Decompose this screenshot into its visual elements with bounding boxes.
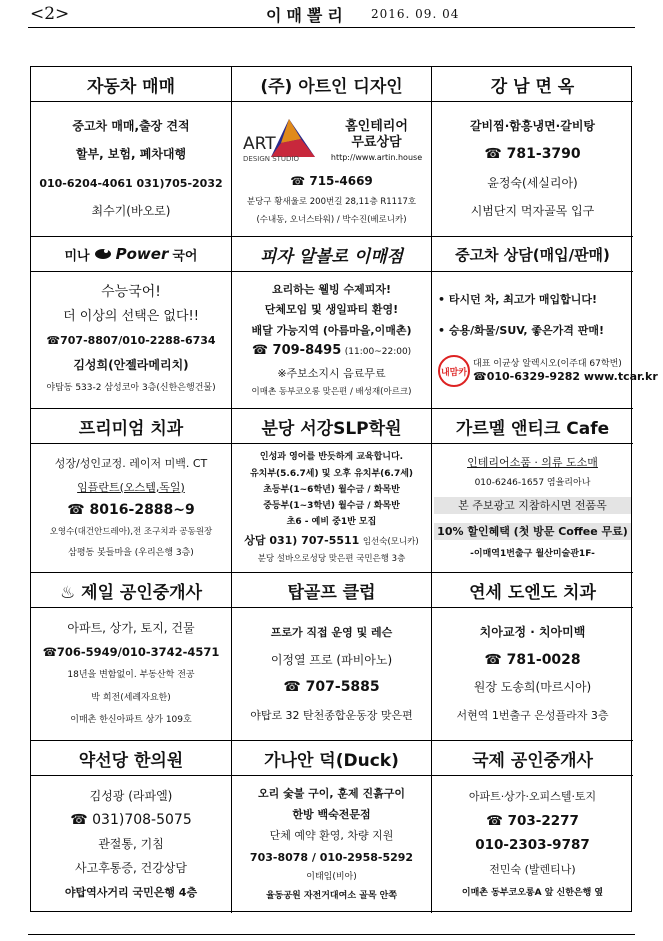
ad-line: 무료상담 [351,134,402,150]
ad-contact: 전민숙 (발렌티나) [489,863,576,877]
ad-title: 탑골프 클럽 [232,573,431,608]
ad-note: ※주보소지시 음료무료 [277,366,386,380]
ad-contact: 이정열 프로 (파비아노) [270,652,393,667]
ad-title: 자동차 매매 [31,67,231,102]
ad-contact: 임선숙(모니카) [362,536,419,547]
ad-title: 중고차 상담(매입/판매) [432,237,633,272]
ad-line: • 승용/화물/SUV, 좋은가격 판매! [438,324,604,337]
ad-line: 유치부(5.6.7세) 및 오후 유치부(6.7세) [249,468,414,479]
ad-contact: 김성희(안젤라메리치) [73,357,189,372]
ad-title: 강 남 면 옥 [432,67,633,102]
ad-phone: ☎707-8807/010-2288-6734 [46,334,216,348]
ad-address: 분당 설바으로성당 맞은편 국민은행 3층 [257,553,406,564]
ad-phone: 010-2303-9787 [475,836,590,853]
website-link[interactable]: http://www.artin.house [330,152,423,162]
ad-pizza-albolo [232,237,432,409]
ad-title: 피자 알볼로 이매점 [232,237,431,272]
ad-address: -이매역1번출구 월산미술관1F- [470,549,595,560]
ad-phone: 010-6246-1657 염율리아나 [474,477,591,488]
ad-gangnam-myeonok [432,67,633,237]
ad-mina-power-korean [31,237,232,409]
ad-line: 아파트·상가·오피스텔·토지 [468,790,597,804]
ad-used-car [432,237,658,409]
logo-sub: DESIGN STUDIO [242,155,299,164]
ad-seogang-slp [232,409,432,573]
ad-line: 임플란트(오스템,독일) [77,480,185,494]
ad-title: 국제 공인중개사 [432,741,633,776]
ad-phone: ☎ 709-8495 [251,343,342,359]
ad-contact: 대표 이균상 알렉시오(이주대 67학번) [473,359,622,369]
ad-line: 사고후통증, 건강상담 [75,861,187,875]
page-number: <2> [30,4,70,24]
title-prefix: 미나 [64,248,90,264]
ad-address: 야탑로 32 탄천종합운동장 맞은편 [250,709,413,723]
ad-line: 18년을 변함없이. 부동산학 전공 [67,670,195,681]
ad-phone: ☎706-5949/010-3742-4571 [42,645,220,660]
ad-line: 수능국어! [101,284,161,301]
ad-line: 아파트, 상가, 토지, 건물 [67,621,195,636]
ad-promo: 10% 할인혜택 (첫 방문 Coffee 무료) [434,523,631,540]
ad-contact: (수내동, 오너스타워) / 박수진(베로니카) [256,214,407,225]
title-power: Power [115,245,169,263]
logo-text: ART [242,134,276,155]
ad-line: 단체 예약 환영, 차량 지원 [269,829,394,843]
naemamcar-logo: 내맘카 [438,355,470,387]
ad-contact: 이태임(비아) [306,871,357,882]
bulletin-date: 2016. 09. 04 [371,7,460,21]
ad-phone: 상담 031) 707-5511 [244,533,360,547]
ad-title: ♨ 제일 공인중개사 [31,573,231,608]
ad-line: 치아교정 · 치아미백 [479,624,586,639]
ad-line: 한방 백숙전문점 [292,808,371,822]
ad-contact: 윤정숙(세실리아) [487,175,578,190]
ad-line: 성장/성인교정. 레이저 미백. CT [54,457,208,471]
ad-contact: 김성광 (라파엘) [89,789,173,803]
ad-car-sales [31,67,232,237]
ad-phone: ☎ 707-5885 [283,679,380,696]
ad-phone: 703-8078 / 010-2958-5292 [249,850,414,864]
ad-title: 약선당 한의원 [31,741,231,776]
ad-promo: 본 주보광고 지참하시면 전품목 [434,497,631,514]
ad-line: 중고차 매매,출장 견적 [72,119,190,134]
ad-line: 할부, 보험, 폐차대행 [75,147,187,162]
ad-line: 더 이상의 선택은 없다!! [63,309,199,325]
ad-title: 프리미엄 치과 [31,409,231,444]
ad-top-golf [232,573,432,741]
header-rule [28,27,635,28]
ad-phone: ☎010-6329-9282 www.tcar.kr [473,370,658,383]
ad-line: 홈인테리어 [345,118,408,134]
ad-line: 배달 가능지역 (아름마을,이매촌) [251,323,412,337]
ad-grid [30,66,658,912]
ad-title: 가르멜 앤티크 Cafe [432,409,633,444]
ad-line: 관절통, 기침 [98,837,164,851]
ad-jeil-realty [31,573,232,741]
ad-hours: (11:00~22:00) [344,347,412,358]
ad-address: 이매촌 동부코오롱A 앞 신한은행 옆 [461,887,604,898]
ad-line: 인테리어소품 · 의류 도소매 [467,455,598,469]
ad-phone: ☎ 715-4669 [290,174,373,189]
ad-address: 야탑동 533-2 삼성코아 3층(신한은행건물) [46,382,216,393]
ad-line: 단체모임 및 생일파티 환영! [264,303,399,317]
ad-yonsei-dental [432,573,633,741]
ad-address: 율동공원 자전거대여소 골목 안쪽 [265,890,398,901]
ad-title: (주) 아트인 디자인 [232,67,431,102]
ad-line: 요리하는 웰빙 수제피자! [272,282,391,296]
ad-address: 야탑역사거리 국민은행 4층 [64,886,198,899]
title-suffix: 국어 [172,248,198,264]
ad-contact: 최수기(바오로) [91,203,171,218]
bulletin-title: 이매뽈리 [266,6,348,25]
ad-contact: 박 희전(세례자요한) [91,692,171,703]
ad-carmel-antique [432,409,633,573]
ad-address: 시범단지 먹자골목 입구 [470,203,595,218]
ad-line: 인성과 영어를 반듯하게 교육합니다. [259,452,404,463]
ad-contact: 원장 도송희(마르시아) [473,680,592,695]
ad-contact: 오영수(대건안드레아),전 조구치과 공동원장 [49,527,213,538]
ad-line: 갈비찜·함흥냉면·갈비탕 [469,119,596,134]
ad-gukje-realty [432,741,633,913]
ad-artin-design [232,67,432,237]
ad-address: 삼평동 봇들마을 (우리은행 3층) [68,547,194,558]
ad-phone: ☎ 781-3790 [484,146,581,163]
page-header [28,4,635,26]
ad-title: 연세 도엔도 치과 [432,573,633,608]
ad-address: 이매촌 동부코오롱 맞은편 / 배성재(아르크) [251,387,412,398]
ad-phone: ☎ 8016-2888~9 [67,501,195,518]
runner-icon [94,247,112,261]
footer-rule [28,934,635,935]
ad-yakseondang [31,741,232,913]
ad-line: 오리 숯불 구이, 훈제 진흙구이 [257,787,405,801]
ad-line: 프로가 직접 운영 및 레슨 [270,625,393,639]
ad-phone: ☎ 031)708-5075 [70,812,192,828]
ad-title [31,237,231,272]
ad-line: 초등부(1~6학년) 월수금 / 화목반 [263,484,400,495]
ad-premium-dental [31,409,232,573]
ad-phone: 010-6204-4061 031)705-2032 [39,176,223,190]
ad-line: 초6 - 예비 중1반 모집 [286,517,377,528]
ad-phone: ☎ 781-0028 [484,651,581,668]
art-design-logo [241,113,327,167]
ad-address: 이매촌 한신아파트 상가 109호 [70,714,192,725]
ad-title: 분당 서강SLP학원 [232,409,431,444]
ad-line: • 타시던 차, 최고가 매입합니다! [438,293,598,306]
ad-address: 분당구 황새울로 200번길 28,11층 R1117호 [246,196,417,207]
ad-address: 서현역 1번출구 은성플라자 3층 [456,709,609,723]
ad-title: 가나안 덕(Duck) [232,741,431,776]
ad-canaan-duck [232,741,432,913]
ad-phone: ☎ 703-2277 [486,812,579,829]
ad-line: 중등부(1~3학년) 월수금 / 화목반 [263,501,400,511]
